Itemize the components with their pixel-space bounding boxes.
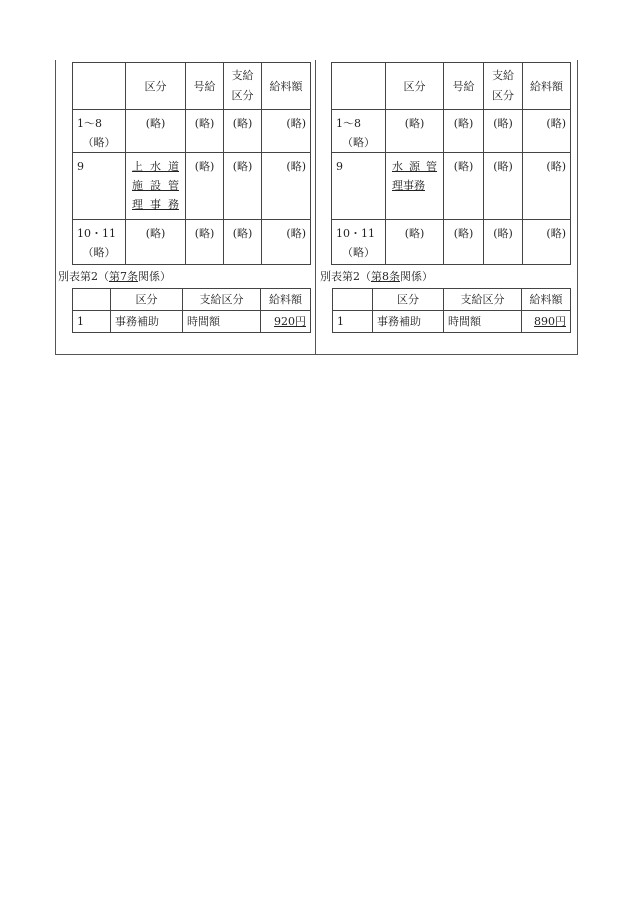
cell-gokyu: (略) bbox=[186, 220, 224, 265]
cell-kyuryo: (略) bbox=[262, 153, 311, 220]
table-header-row bbox=[333, 289, 571, 311]
right-table2-caption: 別表第2（第8条関係） bbox=[320, 270, 433, 283]
table-row bbox=[73, 311, 311, 333]
left-salary-table bbox=[72, 62, 311, 265]
cell-gokyu: (略) bbox=[444, 220, 484, 265]
column-divider bbox=[315, 60, 316, 354]
row-number: 1 bbox=[333, 311, 373, 333]
header-cell-shikyu: 支給区分 bbox=[444, 289, 522, 311]
left-hourly-table bbox=[72, 288, 311, 333]
cell-kyuryo: 890円 bbox=[522, 311, 571, 333]
cell-gokyu: (略) bbox=[186, 153, 224, 220]
cell-kubun: (略) bbox=[126, 110, 186, 153]
row-number: 10・11 （略） bbox=[73, 220, 126, 265]
header-cell-no bbox=[73, 63, 126, 110]
cell-gokyu: (略) bbox=[444, 153, 484, 220]
table-row bbox=[332, 153, 571, 220]
cell-kyuryo: (略) bbox=[262, 110, 311, 153]
cell-kyuryo: 920円 bbox=[261, 311, 311, 333]
header-cell-gokyu: 号給 bbox=[186, 63, 224, 110]
header-cell-shikyu: 支給区分 bbox=[224, 63, 262, 110]
cell-shikyu: (略) bbox=[484, 220, 523, 265]
header-cell-no bbox=[332, 63, 386, 110]
header-cell-kyuryo: 給料額 bbox=[522, 289, 571, 311]
cell-kubun: 水源管 理事務 bbox=[386, 153, 444, 220]
cell-shikyu: (略) bbox=[224, 153, 262, 220]
cell-gokyu: (略) bbox=[186, 110, 224, 153]
cell-shikyu: (略) bbox=[224, 220, 262, 265]
cell-kyuryo: (略) bbox=[523, 153, 571, 220]
header-cell-no bbox=[333, 289, 373, 311]
header-cell-gokyu: 号給 bbox=[444, 63, 484, 110]
cell-kyuryo: (略) bbox=[523, 220, 571, 265]
cell-shikyu: (略) bbox=[224, 110, 262, 153]
table-header-row bbox=[73, 63, 311, 110]
right-hourly-table bbox=[332, 288, 571, 333]
cell-kyuryo: (略) bbox=[523, 110, 571, 153]
left-table2-caption: 別表第2（第7条関係） bbox=[58, 270, 171, 283]
row-number: 1 bbox=[73, 311, 111, 333]
cell-kubun: (略) bbox=[126, 220, 186, 265]
table-row bbox=[73, 220, 311, 265]
header-cell-no bbox=[73, 289, 111, 311]
cell-gokyu: (略) bbox=[444, 110, 484, 153]
table-row bbox=[332, 220, 571, 265]
table-header-row bbox=[73, 289, 311, 311]
header-cell-kubun: 区分 bbox=[373, 289, 444, 311]
cell-shikyu: (略) bbox=[484, 110, 523, 153]
cell-shikyu: 時間額 bbox=[183, 311, 261, 333]
header-cell-shikyu: 支給区分 bbox=[183, 289, 261, 311]
cell-kubun: (略) bbox=[386, 110, 444, 153]
table-row bbox=[332, 110, 571, 153]
table-row bbox=[73, 110, 311, 153]
header-cell-kyuryo: 給料額 bbox=[261, 289, 311, 311]
row-number: 1～8 （略） bbox=[73, 110, 126, 153]
row-number: 9 bbox=[332, 153, 386, 220]
cell-kubun: (略) bbox=[386, 220, 444, 265]
table-header-row bbox=[332, 63, 571, 110]
table-row bbox=[333, 311, 571, 333]
cell-kubun: 事務補助 bbox=[373, 311, 444, 333]
table-row bbox=[73, 153, 311, 220]
row-number: 9 bbox=[73, 153, 126, 220]
cell-kubun: 事務補助 bbox=[111, 311, 183, 333]
right-salary-table bbox=[331, 62, 571, 265]
cell-kubun: 上水道 施設管 理事務 bbox=[126, 153, 186, 220]
row-number: 1～8 （略） bbox=[332, 110, 386, 153]
header-cell-shikyu: 支給区分 bbox=[484, 63, 523, 110]
cell-shikyu: 時間額 bbox=[444, 311, 522, 333]
header-cell-kubun: 区分 bbox=[126, 63, 186, 110]
header-cell-kyuryo: 給料額 bbox=[523, 63, 571, 110]
row-number: 10・11 （略） bbox=[332, 220, 386, 265]
header-cell-kubun: 区分 bbox=[386, 63, 444, 110]
header-cell-kyuryo: 給料額 bbox=[262, 63, 311, 110]
cell-shikyu: (略) bbox=[484, 153, 523, 220]
cell-kyuryo: (略) bbox=[262, 220, 311, 265]
header-cell-kubun: 区分 bbox=[111, 289, 183, 311]
